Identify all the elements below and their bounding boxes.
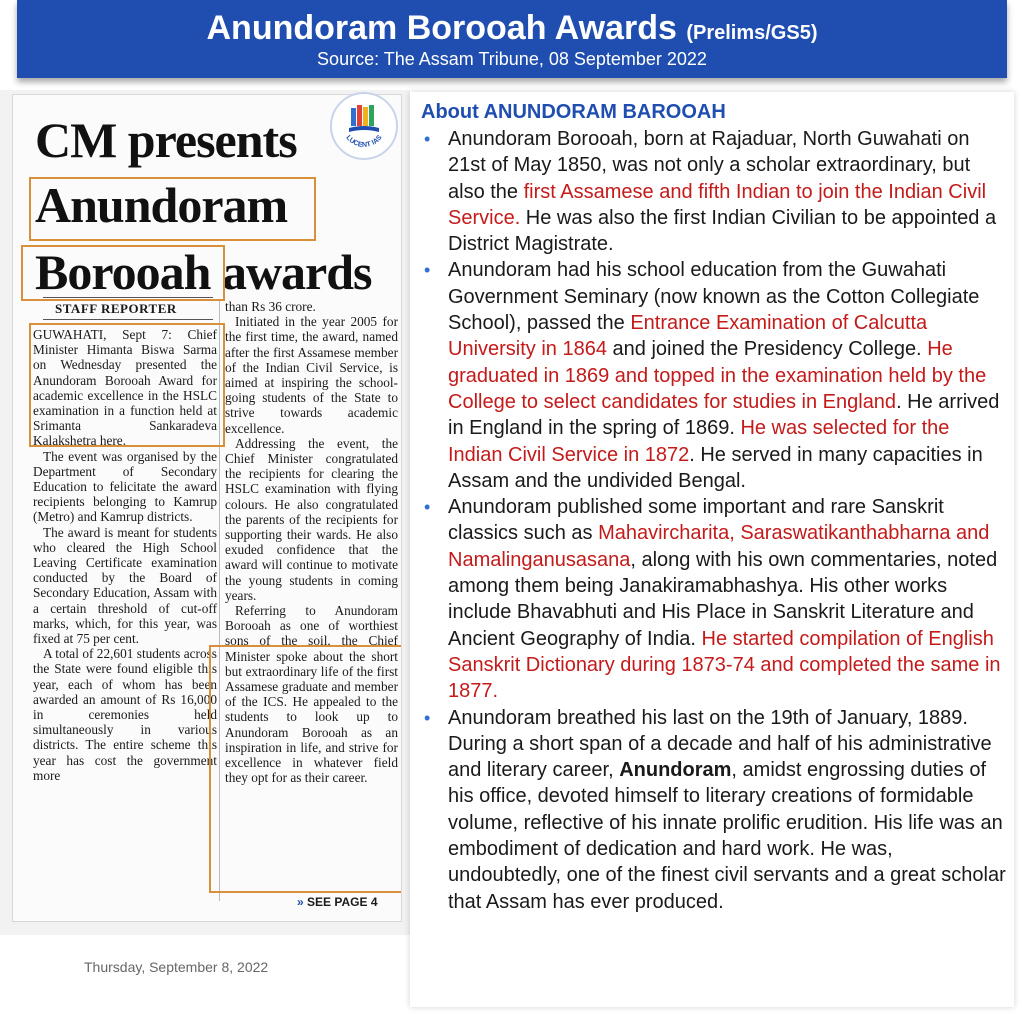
highlight-box-anundoram — [29, 177, 316, 241]
clip-headline-line-2: Anundoram — [35, 177, 288, 233]
clip-paragraph: Referring to Anundoram Borooah as one of worthiest sons of the soil, the Chief Minister spoke about the short but extraordinary life of the first Assamese graduate and member of the ICS. He appealed to the students to look up to Anundoram Borooah as an inspiration in life, and strive for excellence in whatever field they opt for as their career. — [225, 603, 398, 786]
banner-title: Anundoram Borooah Awards (Prelims/GS5) — [206, 9, 818, 47]
about-panel — [410, 92, 1014, 1007]
clip-paragraph: Initiated in the year 2005 for the first time, the award, named after the first Assamese member of the Indian Civil Service, is aimed at inspiring the school-going students of the State to strive towards academic excellence. — [225, 314, 398, 436]
clip-paragraph: The award is meant for students who cleared the High School Leaving Certificate examination conducted by the Board of Secondary Education, Assam with a certain threshold of cut-off marks, which, for this year, was fixed at 75 per cent. — [33, 524, 217, 647]
bullet-icon: • — [424, 260, 431, 281]
clip-headline-line-1: CM presents — [35, 112, 297, 168]
clip-headline-line-3: Borooah awards — [35, 244, 372, 300]
bullet-icon: • — [424, 497, 431, 518]
highlight-box-referring — [209, 645, 402, 893]
clip-paragraph: than Rs 36 crore. — [225, 299, 316, 314]
clip-paragraph: A total of 22,601 students across the State were found eligible this year, each of whom has been awarded an amount of Rs 16,000 in ceremonies held simultaneously in various districts. The entire scheme this year has cost the government more — [33, 646, 217, 783]
banner-source: Source: The Assam Tribune, 08 September 2022 — [317, 49, 707, 69]
list-item: • Anundoram Borooah, born at Rajaduar, North Guwahati on 21st of May 1850, was not only a scholar extraordinary, but also the first Assamese and fifth Indian to join the Indian Civil Service. He was also the first Indian Civilian to be appointed a District Magistrate. — [424, 128, 997, 256]
clip-paragraph: GUWAHATI, Sept 7: Chief Minister Himanta Biswa Sarma on Wednesday presented the Anundoram Borooah Award for academic excellence in the HSLC examination in a function held at Srimanta Sankaradeva Kalakshetra here. — [33, 327, 217, 449]
lucent-ias-logo — [330, 92, 398, 160]
title-banner — [17, 0, 1007, 78]
banner-subtitle: (Prelims/GS5) — [686, 22, 818, 44]
post-date: Thursday, September 8, 2022 — [84, 959, 269, 975]
double-arrow-icon: » — [297, 895, 304, 909]
see-page-link[interactable]: » SEE PAGE 4 — [297, 895, 378, 909]
bullet-icon: • — [424, 707, 431, 728]
newspaper-clipping — [12, 94, 402, 922]
staff-reporter: STAFF REPORTER — [55, 301, 177, 316]
list-item: • Anundoram published some important and rare Sanskrit classics such as Mahavircharita, Saraswatikanthabharna and Namalinganusasana, along with his own commentaries, noted among them being Janakiramabhashya. His other works include Bhavabhuti and His Place in Sanskrit Literature and Ancient Geography of India. He started compilation of English Sanskrit Dictionary during 1873-74 and completed the same in 1877. — [424, 496, 1001, 703]
about-heading: About ANUNDORAM BAROOAH — [421, 101, 726, 123]
clip-paragraph: Addressing the event, the Chief Minister congratulated the recipients for clearing the HSLC examination with flying colours. He also congratulated the parents of the recipients for supporting their wards. He also exuded confidence that the award will continue to motivate the young students in coming years. — [225, 435, 398, 603]
list-item: • Anundoram had his school education from the Guwahati Government Seminary (now known as the Cotton Collegiate School), passed the Entrance Examination of Calcutta University in 1864 and joined the Presidency College. He graduated in 1869 and topped in the examination held by the College to select candidates for studies in England. He arrived in England in the spring of 1869. He was selected for the Indian Civil Service in 1872. He served in many capacities in Assam and the undivided Bengal. — [424, 259, 1000, 492]
highlight-box-borooah — [21, 245, 225, 301]
svg-text:LUCENT IAS: LUCENT IAS — [344, 134, 384, 149]
bullet-icon: • — [424, 129, 431, 149]
about-bullet-list — [424, 126, 1008, 915]
list-item: • Anundoram breathed his last on the 19th of January, 1889. During a short span of a decade and half of his administrative and literary career, Anundoram, amidst engrossing duties of his office, devoted himself to literary creations of formidable volume, reflective of his innate prolific erudition. His life was an embodiment of dedication and hard work. He was, undoubtedly, one of the finest civil servants and a great scholar that Assam has ever produced. — [424, 706, 1006, 913]
clip-column-1 — [33, 327, 217, 783]
clip-paragraph: The event was organised by the Department of Secondary Education to felicitate the award recipients belonging to Kamrup (Metro) and Kamrup districts. — [33, 448, 217, 525]
